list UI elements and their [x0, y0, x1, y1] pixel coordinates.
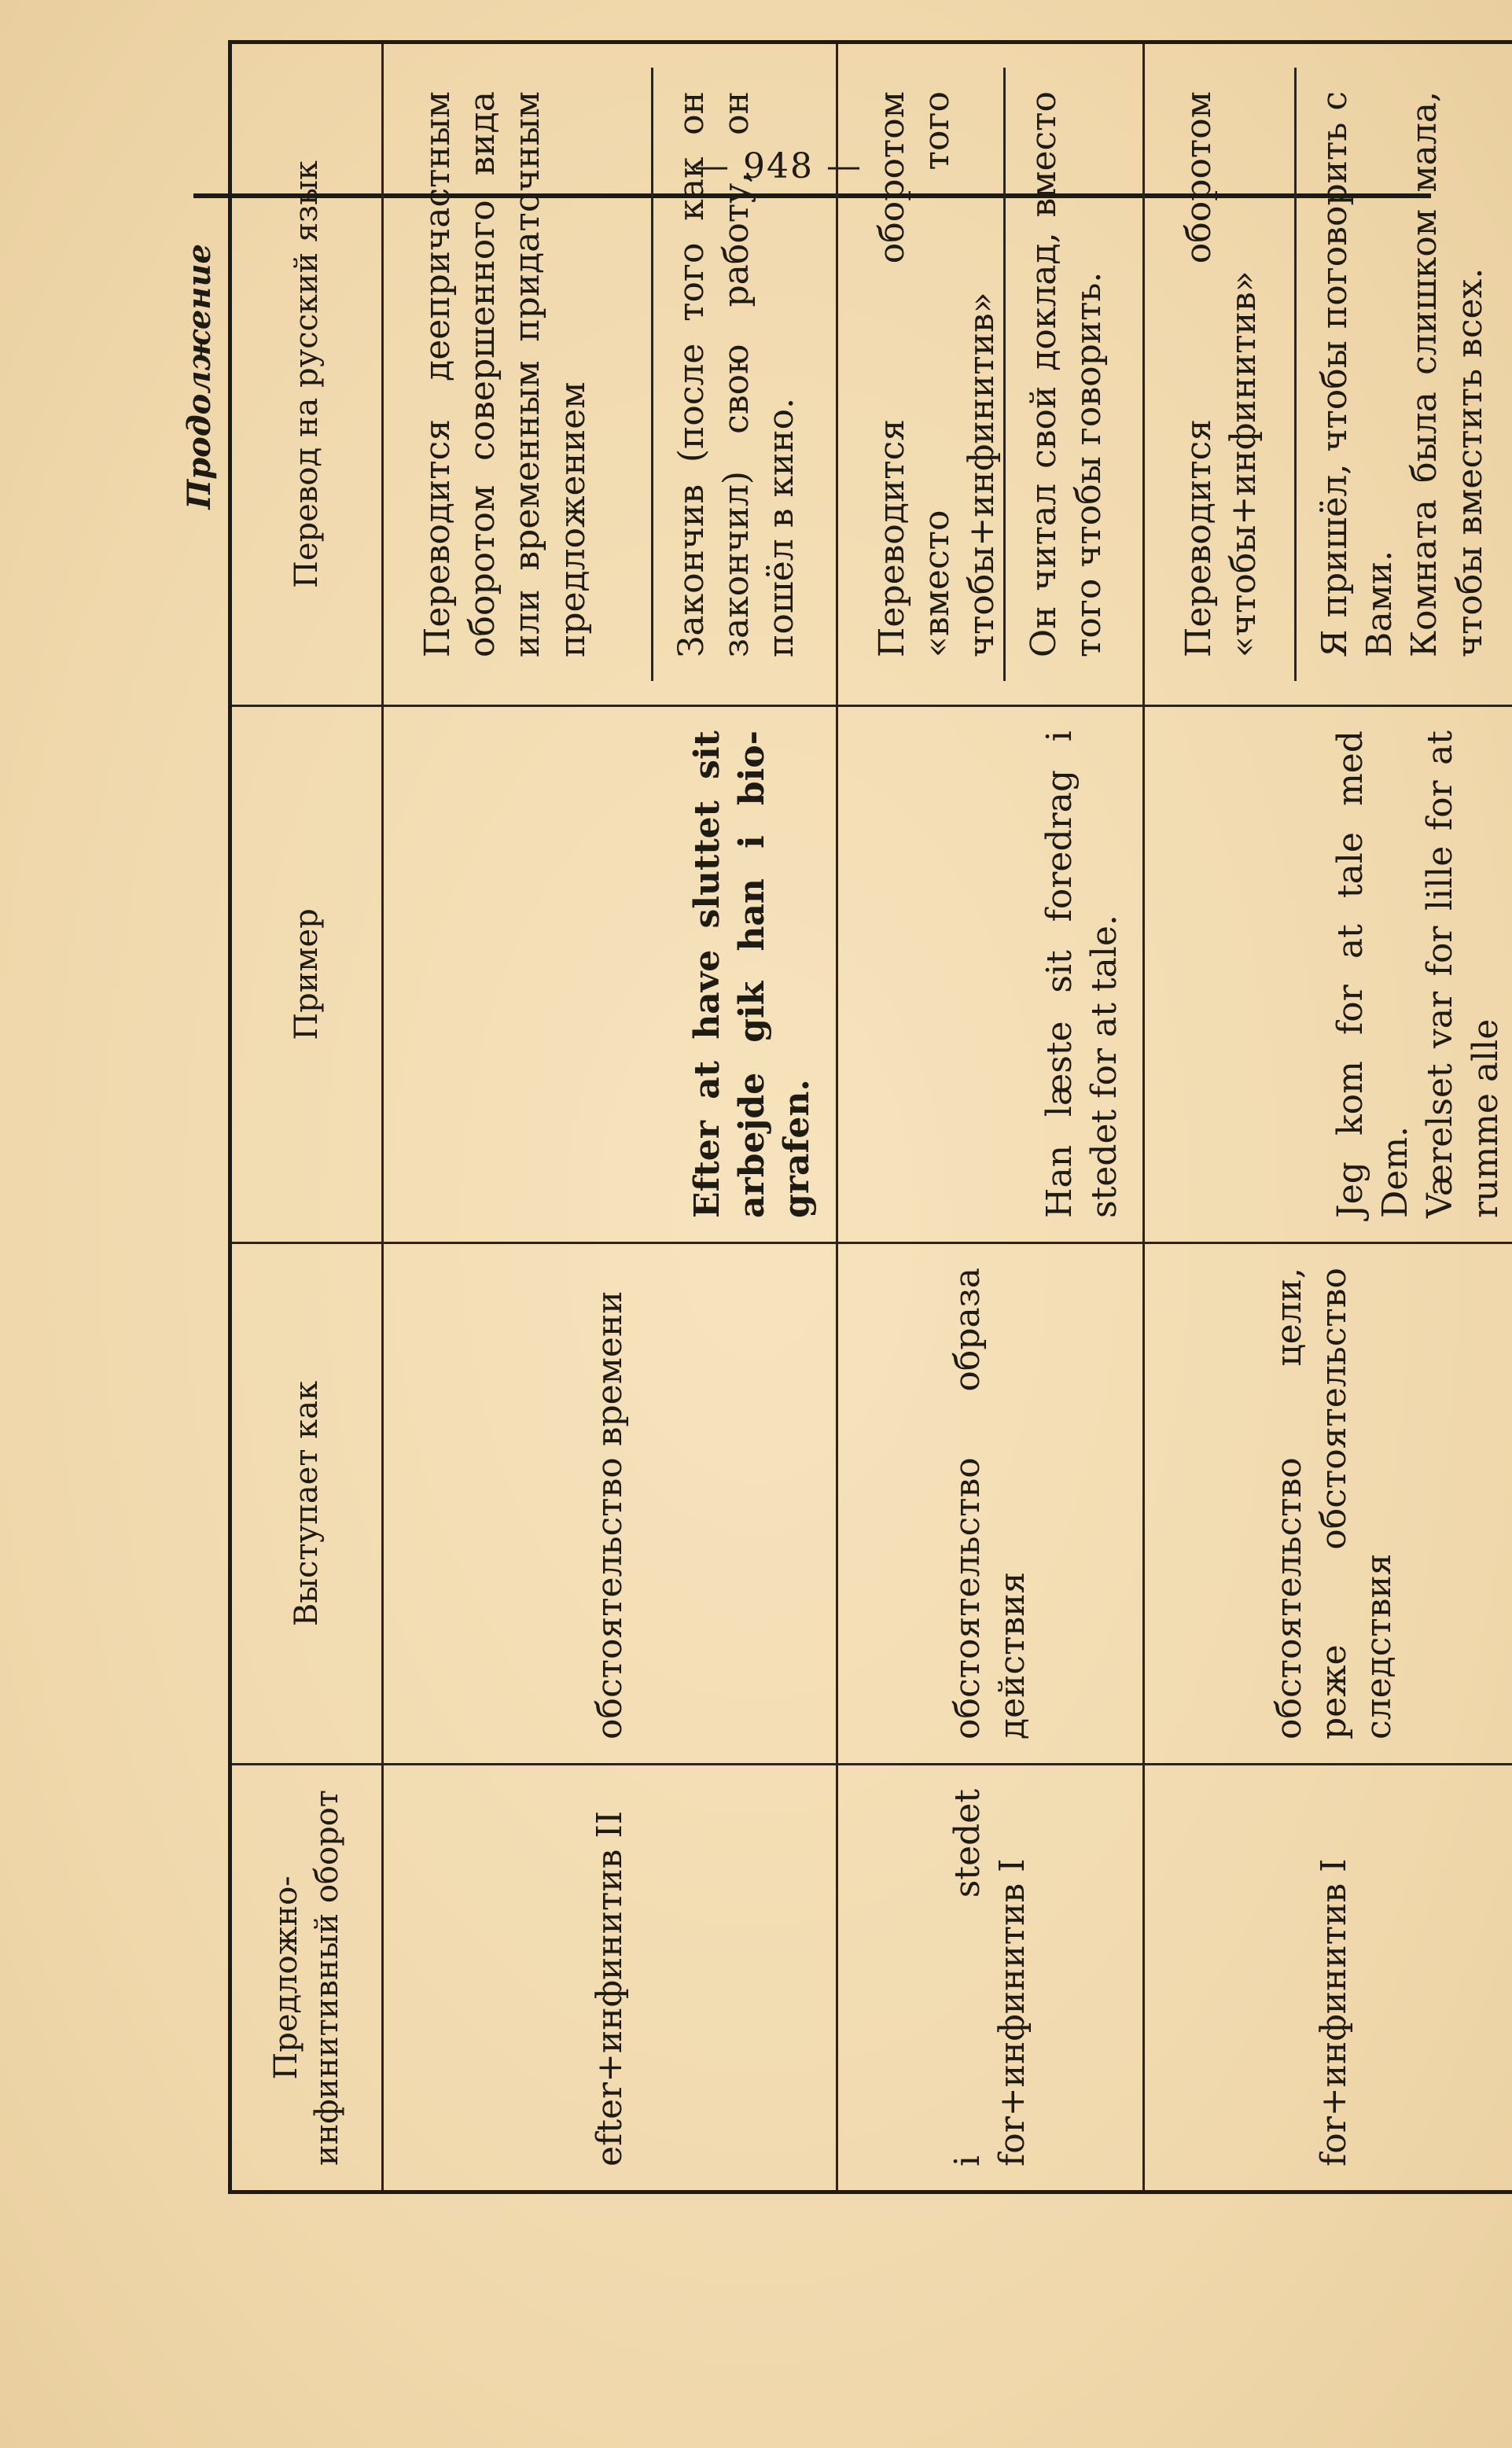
- table-row: [383, 42, 837, 2192]
- header-construction: Предложно-инфинитивный оборот: [230, 1765, 383, 2192]
- table-row: [837, 42, 1143, 2192]
- translation-rule: Переводится оборотом «чтобы+инфинитив»: [1178, 91, 1264, 657]
- construction-cell: efter+инфинитив II: [383, 1765, 837, 2192]
- function-cell: обстоятельство времени: [383, 1243, 837, 1765]
- example-cell: Han læste sit foredrag i stedet for at tale.: [837, 706, 1143, 1243]
- table-row: [1143, 42, 1512, 2192]
- translation-example: Закончив (после того как он закончил) свою работу, он пошёл в кино.: [651, 68, 820, 681]
- translation-cell: [1143, 42, 1512, 706]
- function-cell: обстоятельство цели, реже обстоятельство следствия: [1143, 1243, 1512, 1765]
- header-translation: Перевод на русский язык: [230, 42, 383, 706]
- header-example: Пример: [230, 706, 383, 1243]
- translation-example: Он читал свой доклад, вместо того чтобы говорить.: [1003, 68, 1127, 681]
- example-line: Jeg kom for at tale med Dem.: [1330, 731, 1416, 1218]
- grammar-table: [228, 40, 1512, 2194]
- example-cell: [1143, 706, 1512, 1243]
- function-cell: обстоятельство образа действия: [837, 1243, 1143, 1765]
- page-number: — 948 —: [694, 146, 863, 186]
- construction-cell: i stedet for+инфинитив I: [837, 1765, 1143, 2192]
- example-line: Værelset var for lille for at rumme alle: [1420, 731, 1506, 1218]
- table-header-row: [230, 42, 383, 2192]
- translation-example: [1294, 68, 1508, 681]
- translation-cell: [837, 42, 1143, 706]
- continued-label: Продолжение: [181, 244, 218, 510]
- header-function: Выступает как: [230, 1243, 383, 1765]
- example-cell: Efter at have sluttet sit arbejde gik han i bio-grafen.: [383, 706, 837, 1243]
- translation-rule: Переводится оборотом «вместо того чтобы+инфинитив»: [871, 91, 1002, 657]
- translation-cell: [383, 42, 837, 706]
- translation-rule: Переводится деепричастным оборотом совершенного вида или временным придаточным предложением: [418, 91, 593, 657]
- translation-example-line: Я пришёл, чтобы поговорить с Вами.: [1314, 91, 1400, 657]
- construction-cell: for+инфинитив I: [1143, 1765, 1512, 2192]
- translation-example-line: Комната была слишком мала, чтобы вместить всех.: [1404, 91, 1490, 657]
